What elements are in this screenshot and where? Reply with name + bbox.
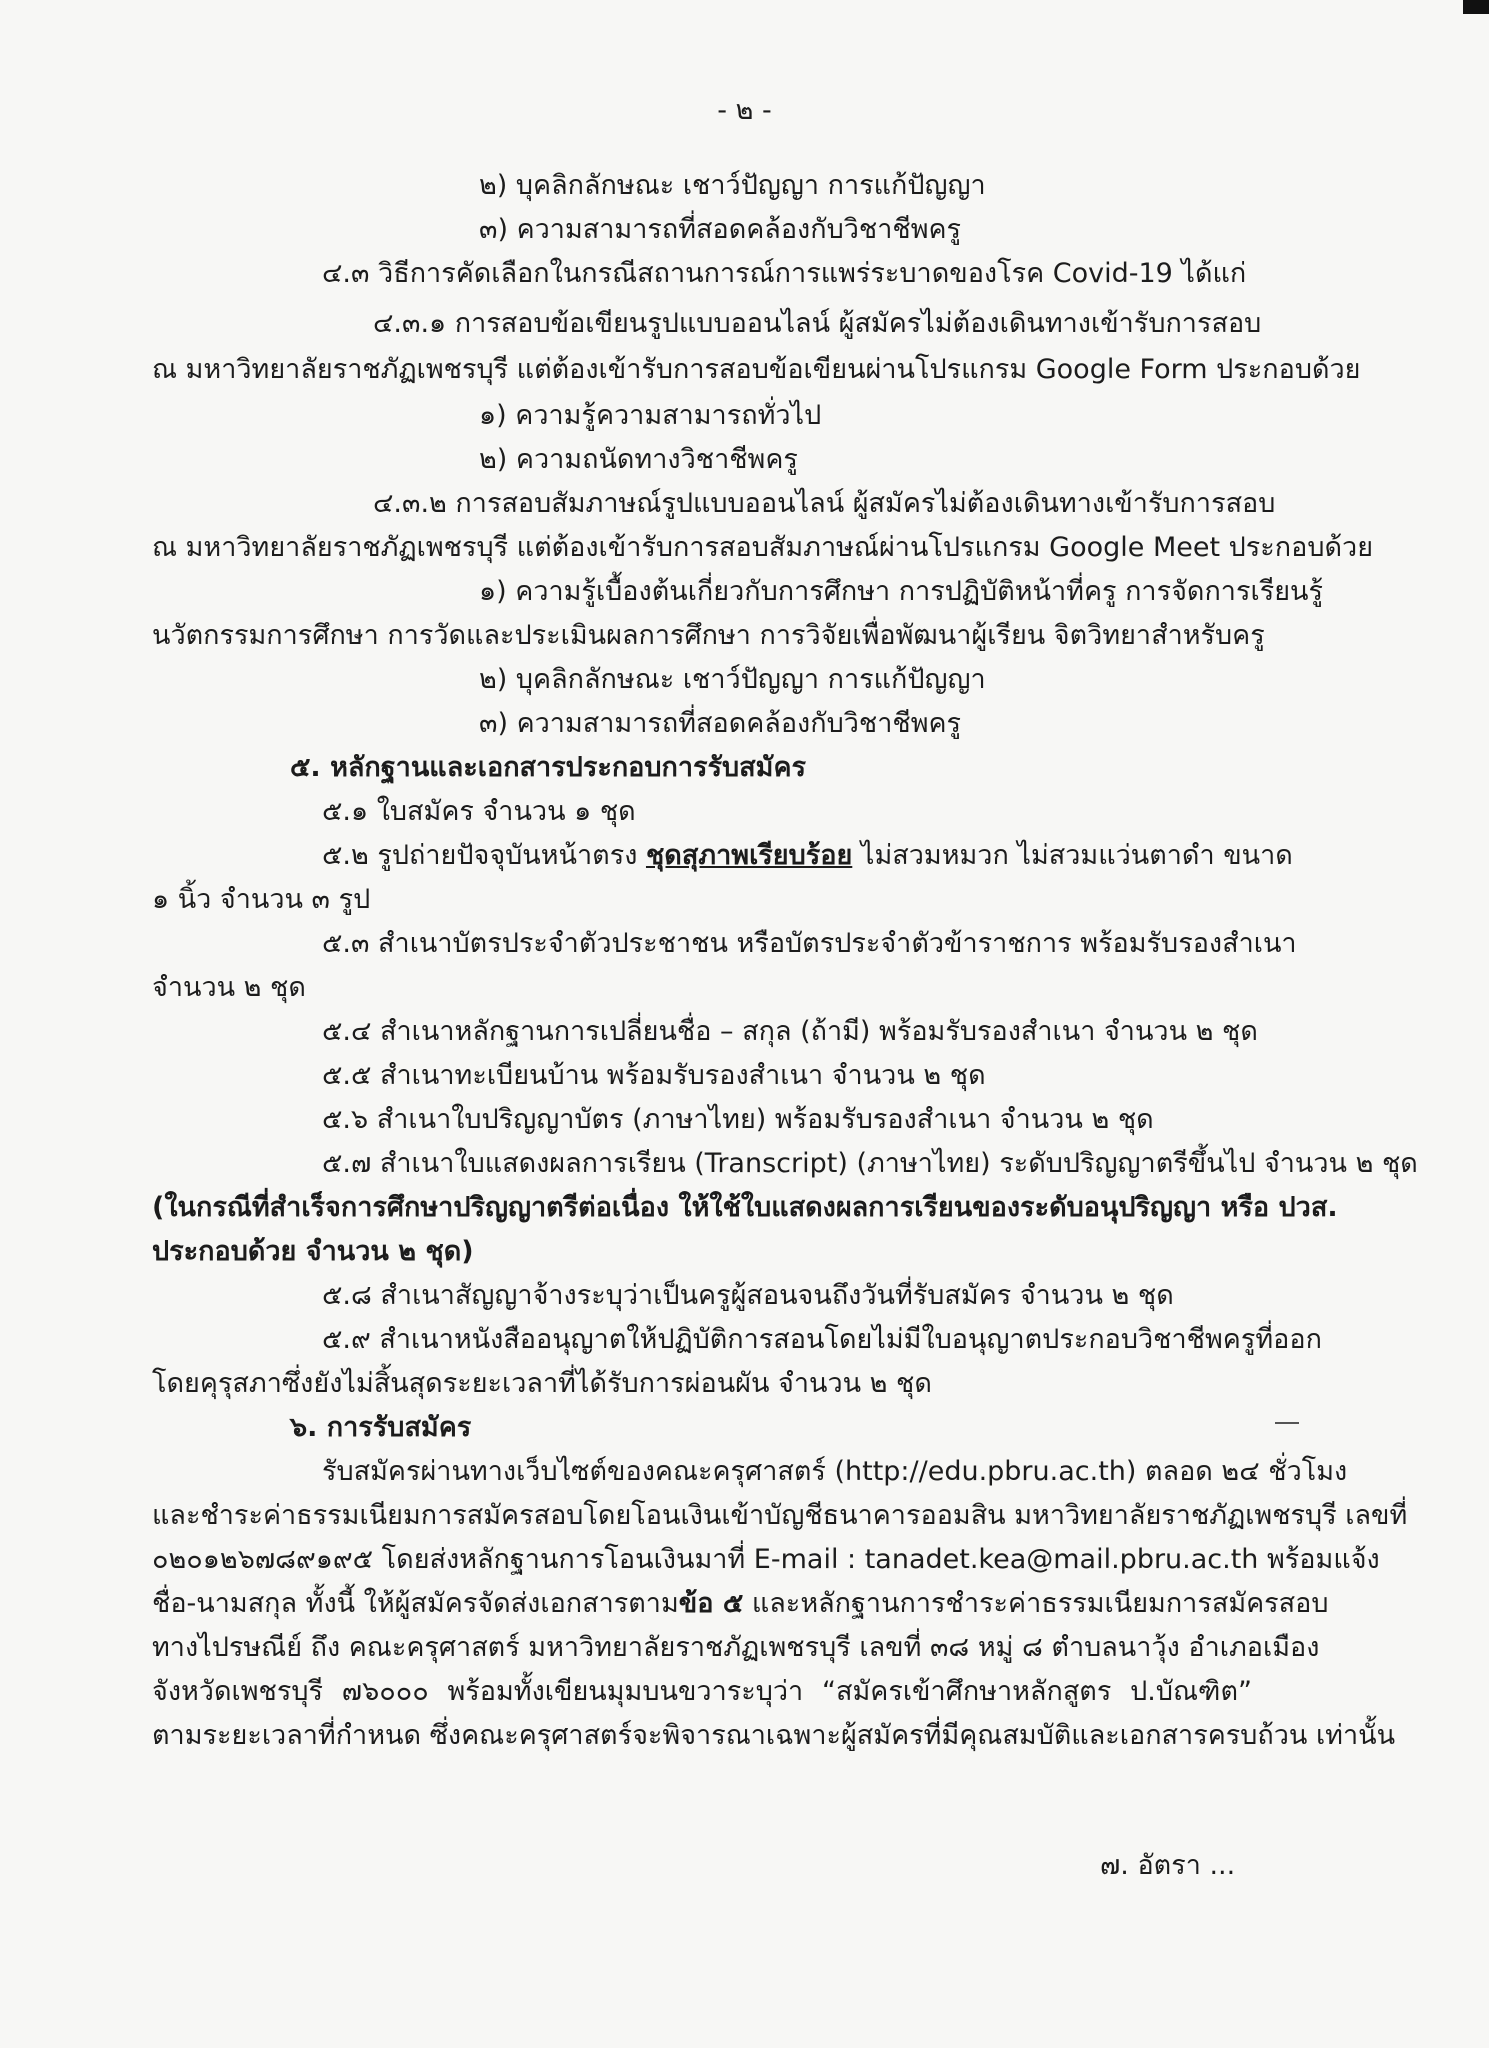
- text-line: จำนวน ๒ ชุด: [152, 972, 306, 1003]
- text-line: จังหวัดเพชรบุรี ๗๖๐๐๐ พร้อมทั้งเขียนมุมบนขวาระบุว่า “สมัครเข้าศึกษาหลักสูตร ป.บัณฑิต”: [152, 1676, 1252, 1707]
- text-line-bold: ประกอบด้วย จำนวน ๒ ชุด): [152, 1236, 474, 1267]
- text-line: นวัตกรรมการศึกษา การวัดและประเมินผลการศึกษา การวิจัยเพื่อพัฒนาผู้เรียน จิตวิทยาสำหรับครู: [152, 620, 1265, 651]
- text-line: รับสมัครผ่านทางเว็บไซต์ของคณะครุศาสตร์ (http://edu.pbru.ac.th) ตลอด ๒๔ ชั่วโมง: [322, 1456, 1348, 1487]
- section-heading: ๖. การรับสมัคร: [290, 1412, 472, 1443]
- text-line: ๒) บุคลิกลักษณะ เชาว์ปัญญา การแก้ปัญญา: [479, 170, 986, 201]
- text-line: ๕.๑ ใบสมัคร จำนวน ๑ ชุด: [322, 796, 636, 827]
- text-line: ๕.๗ สำเนาใบแสดงผลการเรียน (Transcript) (ภาษาไทย) ระดับปริญญาตรีขึ้นไป จำนวน ๒ ชุด: [322, 1148, 1418, 1179]
- text-line: ๓) ความสามารถที่สอดคล้องกับวิชาชีพครู: [479, 708, 962, 739]
- page-number: - ๒ -: [717, 95, 772, 126]
- text-line: ๕.๙ สำเนาหนังสืออนุญาตให้ปฏิบัติการสอนโดยไม่มีใบอนุญาตประกอบวิชาชีพครูที่ออก: [322, 1324, 1322, 1355]
- text-line: ณ มหาวิทยาลัยราชภัฏเพชรบุรี แต่ต้องเข้ารับการสอบข้อเขียนผ่านโปรแกรม Google Form ประกอบด้วย: [152, 354, 1361, 385]
- text-line: ๐๒๐๑๒๖๗๘๙๑๙๕ โดยส่งหลักฐานการโอนเงินมาที่ E-mail : tanadet.kea@mail.pbru.ac.th พร้อมแจ้ง: [152, 1544, 1380, 1575]
- text-line: ๕.๓ สำเนาบัตรประจำตัวประชาชน หรือบัตรประจำตัวข้าราชการ พร้อมรับรองสำเนา: [322, 928, 1297, 959]
- text-line: ๒) ความถนัดทางวิชาชีพครู: [479, 444, 798, 475]
- text-line: ทางไปรษณีย์ ถึง คณะครุศาสตร์ มหาวิทยาลัยราชภัฏเพชรบุรี เลขที่ ๓๘ หมู่ ๘ ตำบลนาวุ้ง อำเภอเมือง: [152, 1632, 1320, 1663]
- scan-edge-mark: [1463, 0, 1489, 14]
- text-line: และชำระค่าธรรมเนียมการสมัครสอบโดยโอนเงินเข้าบัญชีธนาคารออมสิน มหาวิทยาลัยราชภัฏเพชรบุรี เลขที่: [152, 1500, 1408, 1531]
- text-line: ชื่อ-นามสกุล ทั้งนี้ ให้ผู้สมัครจัดส่งเอกสารตามข้อ ๕ และหลักฐานการชำระค่าธรรมเนียมการสมัครสอบ: [152, 1588, 1329, 1619]
- fold-mark: [1275, 1422, 1299, 1424]
- text-line: ๑) ความรู้ความสามารถทั่วไป: [479, 400, 822, 431]
- text-line-bold: (ในกรณีที่สำเร็จการศึกษาปริญญาตรีต่อเนื่อง ให้ใช้ใบแสดงผลการเรียนของระดับอนุปริญญา หรือ ปวส.: [152, 1192, 1338, 1223]
- text-line: ๕.๔ สำเนาหลักฐานการเปลี่ยนชื่อ – สกุล (ถ้ามี) พร้อมรับรองสำเนา จำนวน ๒ ชุด: [322, 1016, 1258, 1047]
- text-line: ๕.๘ สำเนาสัญญาจ้างระบุว่าเป็นครูผู้สอนจนถึงวันที่รับสมัคร จำนวน ๒ ชุด: [322, 1280, 1174, 1311]
- text-line: โดยคุรุสภาซึ่งยังไม่สิ้นสุดระยะเวลาที่ได้รับการผ่อนผัน จำนวน ๒ ชุด: [152, 1368, 932, 1399]
- text-line: ณ มหาวิทยาลัยราชภัฏเพชรบุรี แต่ต้องเข้ารับการสอบสัมภาษณ์ผ่านโปรแกรม Google Meet ประกอบด้วย: [152, 532, 1374, 563]
- next-page-reference: ๗. อัตรา ...: [1100, 1850, 1236, 1881]
- text-line: ๕.๖ สำเนาใบปริญญาบัตร (ภาษาไทย) พร้อมรับรองสำเนา จำนวน ๒ ชุด: [322, 1104, 1154, 1135]
- text-line: ๕.๒ รูปถ่ายปัจจุบันหน้าตรง ชุดสุภาพเรียบร้อย ไม่สวมหมวก ไม่สวมแว่นตาดำ ขนาด: [322, 840, 1293, 871]
- text-line: ตามระยะเวลาที่กำหนด ซึ่งคณะครุศาสตร์จะพิจารณาเฉพาะผู้สมัครที่มีคุณสมบัติและเอกสารครบถ้วน เท่านั้น: [152, 1720, 1396, 1751]
- text-line: ๒) บุคลิกลักษณะ เชาว์ปัญญา การแก้ปัญญา: [479, 664, 986, 695]
- text-line: ๔.๓.๑ การสอบข้อเขียนรูปแบบออนไลน์ ผู้สมัครไม่ต้องเดินทางเข้ารับการสอบ: [373, 308, 1262, 339]
- text-line: ๑ นิ้ว จำนวน ๓ รูป: [152, 884, 371, 915]
- text-line: ๓) ความสามารถที่สอดคล้องกับวิชาชีพครู: [479, 214, 962, 245]
- text-line: ๔.๓ วิธีการคัดเลือกในกรณีสถานการณ์การแพร่ระบาดของโรค Covid-19 ได้แก่: [322, 258, 1247, 289]
- emphasis-bold: ข้อ ๕: [678, 1588, 744, 1619]
- section-heading: ๕. หลักฐานและเอกสารประกอบการรับสมัคร: [290, 752, 807, 783]
- emphasis-underline: ชุดสุภาพเรียบร้อย: [645, 840, 853, 871]
- text-line: ๕.๕ สำเนาทะเบียนบ้าน พร้อมรับรองสำเนา จำนวน ๒ ชุด: [322, 1060, 986, 1091]
- text-line: ๔.๓.๒ การสอบสัมภาษณ์รูปแบบออนไลน์ ผู้สมัครไม่ต้องเดินทางเข้ารับการสอบ: [373, 488, 1276, 519]
- text-line: ๑) ความรู้เบื้องต้นเกี่ยวกับการศึกษา การปฏิบัติหน้าที่ครู การจัดการเรียนรู้: [479, 576, 1323, 607]
